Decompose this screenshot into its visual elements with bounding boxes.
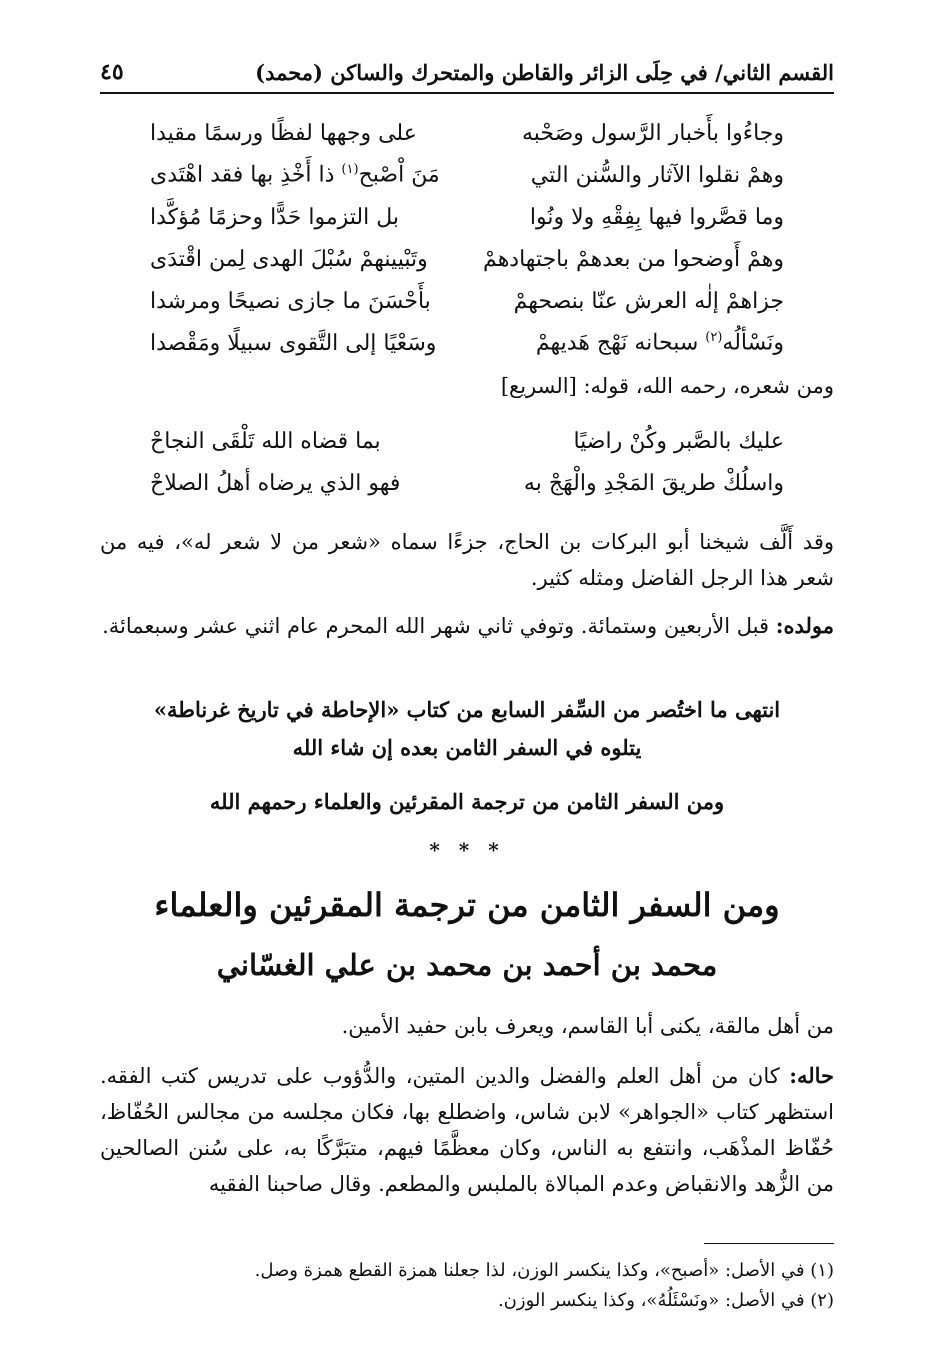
paragraph-label: حاله: [789, 1063, 834, 1088]
footnote-marker: (١) [341, 162, 359, 178]
verse-first-hemistich: وجاءُوا بأَخبار الرَّسول وصَحْبه [521, 120, 784, 146]
paragraph [100, 608, 834, 644]
verse-second-hemistich [150, 162, 450, 187]
paragraph: وقد أَلَّف شيخنا أبو البركات بن الحاج، جزءًا سماه «شعر من لا شعر له»، فيه من شعر هذا الرجل الفاضل ومثله كثير. [100, 530, 834, 590]
verse-second-hemistich: فهو الذي يرضاه أهلُ الصلاحْ [150, 470, 401, 496]
paragraph-label: مولده: [775, 613, 834, 638]
colophon-line: ومن السفر الثامن من ترجمة المقرئين والعلماء رحمهم الله [209, 789, 725, 814]
verse-first-hemistich: واسلُكْ طريقَ المَجْدِ والْهَجْ به [523, 470, 784, 496]
verse-second-hemistich: وتَبْيينهمْ سُبْلَ الهدى لِمن اقْتدَى [150, 246, 428, 272]
verse-second-hemistich: وسَعْيًا إلى التَّقوى سبيلًا ومَقْصدا [150, 330, 437, 356]
header-title: القسم الثاني/ في حِلَى الزائر والقاطن والمتحرك والساكن (محمد) [255, 59, 834, 85]
verse-line [150, 238, 784, 280]
verse-first-hemistich: وما قصَّروا فيها بِفِقْهِ ولا ونُوا [529, 204, 784, 230]
verse-second-hemistich: بل التزموا حَدًّا وحزمًا مُؤكَّدا [150, 204, 400, 230]
verse-line [150, 154, 784, 196]
poem-block-2 [150, 420, 784, 504]
verse-line [150, 196, 784, 238]
verse-text: ونَسْألُه [722, 330, 784, 356]
verse-second-hemistich: على وجهها لفظًا ورسمًا مقيدا [150, 120, 417, 146]
verse-first-hemistich: جزاهمْ إلٰه العرش عنّا بنصحهمْ [513, 288, 784, 314]
paragraph-text: قبل الأربعين وستمائة. وتوفي ثاني شهر الله المحرم عام اثني عشر وسبعمائة. [102, 614, 776, 638]
footnote: (٢) في الأصل: «ونَسْئَلُهُ»، وكذا ينكسر الوزن. [497, 1290, 834, 1311]
section-divider: * * * [429, 838, 505, 862]
poem-block [150, 112, 784, 364]
verse-text: ذا أَخْذِ بها فقد اهْتَدى [150, 162, 342, 188]
colophon-line: يتلوه في السفر الثامن بعده إن شاء الله [292, 735, 642, 760]
verse-line [150, 322, 784, 364]
footnote-marker: (٢) [705, 330, 723, 346]
poem-intro: ومن شعره، رحمه الله، قوله: [السريع] [500, 374, 834, 398]
verse-line [150, 112, 784, 154]
verse-second-hemistich: بأَحْسَنَ ما جازى نصيحًا ومرشدا [150, 288, 431, 314]
verse-first-hemistich: وهمْ نقلوا الآثار والسُّنن التي [530, 162, 784, 188]
verse-line [150, 420, 784, 462]
verse-line [150, 462, 784, 504]
verse-first-hemistich: عليك بالصَّبر وكُنْ راضيًا [573, 428, 784, 454]
verse-first-hemistich [484, 330, 784, 355]
footnote-rule [704, 1243, 834, 1244]
colophon-line: انتهى ما اختُصر من السِّفر السابع من كتاب «الإحاطة في تاريخ غرناطة» [153, 697, 781, 722]
footnote: (١) في الأصل: «أصبح»، وكذا ينكسر الوزن، لذا جعلنا همزة القطع همزة وصل. [254, 1260, 834, 1281]
running-header [100, 52, 834, 94]
paragraph [100, 1058, 834, 1202]
verse-text: سبحانه نَهْج هَديهمْ [535, 330, 706, 356]
verse-text: مَنَ اْصْبح [358, 162, 440, 188]
section-heading: ومن السفر الثامن من ترجمة المقرئين والعلماء [154, 886, 780, 924]
verse-first-hemistich: وهمْ أَوضحوا من بعدهمْ باجتهادهمْ [483, 246, 784, 272]
verse-second-hemistich: بما قضاه الله تَلْقَى النجاحْ [150, 428, 381, 454]
paragraph-text: كان من أهل العلم والفضل والدين المتين، والدُّؤوب على تدريس كتب الفقه. استظهر كتاب «الجواهر» لابن شاس، واضطلع بها، فكان مجلسه من مجالس الحُفّاظ، حُفّاظ المذْهَب، وانتفع به الناس، وكان معظَّمًا فيهم، متبَرَّكًا به، على سُنن الصالحين من الزُّهد والانقباض وعدم المبالاة بالملبس والمطعم. وقال صاحبنا الفقيه [100, 1064, 834, 1196]
verse-line [150, 280, 784, 322]
paragraph: من أهل مالقة، يكنى أبا القاسم، ويعرف بابن حفيد الأمين. [341, 1014, 834, 1038]
entry-heading: محمد بن أحمد بن محمد بن علي الغسّاني [216, 948, 718, 982]
page-number: ٤٥ [100, 59, 124, 85]
